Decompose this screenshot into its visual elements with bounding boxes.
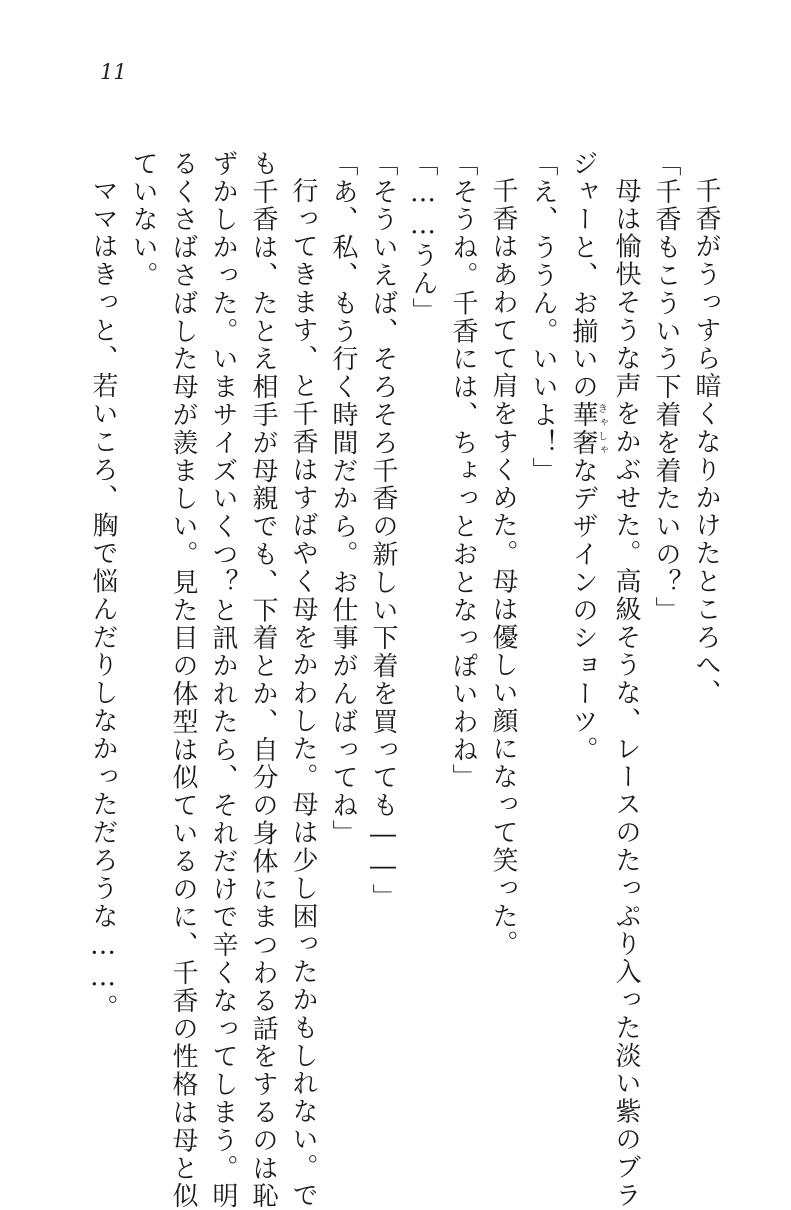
ruby-reading: きゃしゃ (595, 401, 607, 457)
ruby-word (568, 401, 607, 457)
text-line: ずかしかった。いまサイズいくつ？と訊かれたら、それだけで辛くなってしまう。明 (208, 150, 238, 1210)
text-line: 「あ、私、もう行く時間だから。お仕事がんばってね」 (328, 150, 358, 848)
text-line: 母は愉快そうな声をかぶせた。高級そうな、レースのたっぷり入った淡い紫のブラ (611, 177, 641, 1210)
text-line: 「え、ううん。いいよ！」 (528, 150, 558, 485)
text-line: ていない。 (128, 150, 158, 290)
text-line: 行ってきます、と千香はすばやく母をかわした。母は少し困ったかもしれない。で (288, 177, 318, 1210)
text-line: 千香はあわてて肩をすくめた。母は優しい顔になって笑った。 (488, 177, 518, 959)
text-segment: なデザインのショーツ。 (568, 456, 598, 764)
text-line: 「そういえば、そろそろ千香の新しい下着を買っても――」 (368, 150, 398, 912)
text-line: 「……うん」 (408, 150, 438, 326)
text-line: ママはきっと、若いころ、胸で悩んだりしなかっただろうな……。 (88, 177, 118, 1022)
text-line: 千香がうっすら暗くなりかけたところへ、 (691, 177, 721, 708)
page-number: 11 (100, 60, 127, 84)
body-text (83, 150, 726, 1210)
ruby-base: 華奢 (568, 401, 598, 457)
text-line: 「そうね。千香には、ちょっとおとなっぽいわね」 (448, 150, 478, 792)
text-line: 「千香もこういう下着を着たいの？」 (651, 150, 681, 625)
text-line: も千香は、たとえ相手が母親でも、下着とか、自分の身体にまつわる話をするのは恥 (248, 150, 278, 1210)
text-line (563, 150, 606, 1140)
text-segment: ジャーと、お揃いの (568, 150, 598, 402)
text-line: るくさばさばした母が羨ましい。見た目の体型は似ているのに、千香の性格は母と似 (168, 150, 198, 1210)
